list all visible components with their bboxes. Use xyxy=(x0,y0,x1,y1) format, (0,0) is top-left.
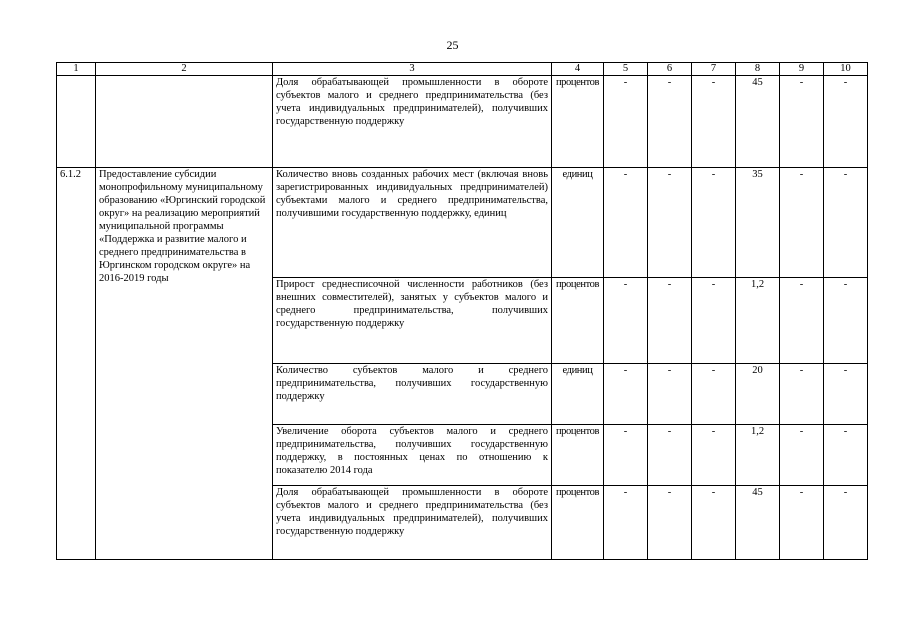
value-cell: - xyxy=(648,278,692,364)
table-row xyxy=(57,76,868,168)
value-cell: - xyxy=(604,425,648,486)
indicators-table xyxy=(56,62,868,560)
column-header: 1 xyxy=(57,63,96,76)
indicator-text: Доля обрабатывающей промышленности в обороте субъектов малого и среднего предпринимательства (без учета индивидуальных предпринимателей), получивших государственную поддержку xyxy=(273,486,552,560)
unit-cell: процентов xyxy=(552,425,604,486)
indicator-text: Количество вновь созданных рабочих мест (включая вновь зарегистрированных индивидуальных предпринимателей) субъектами малого и среднего предпринимательства, получившими государственную поддержку, единиц xyxy=(273,168,552,278)
value-cell: - xyxy=(692,425,736,486)
unit-cell: процентов xyxy=(552,278,604,364)
value-cell: 20 xyxy=(736,364,780,425)
value-cell: - xyxy=(648,364,692,425)
value-cell: 1,2 xyxy=(736,425,780,486)
value-cell: - xyxy=(780,364,824,425)
value-cell: - xyxy=(824,168,868,278)
value-cell: - xyxy=(824,76,868,168)
item-number xyxy=(57,76,96,168)
value-cell: - xyxy=(692,278,736,364)
unit-cell: процентов xyxy=(552,76,604,168)
indicator-text: Увеличение оборота субъектов малого и среднего предпринимательства, получивших государственную поддержку, в постоянных ценах по отношению к показателю 2014 года xyxy=(273,425,552,486)
indicator-text: Прирост среднесписочной численности работников (без внешних совместителей), занятых у субъектов малого и среднего предпринимательства, получивших государственную поддержку xyxy=(273,278,552,364)
value-cell: - xyxy=(824,486,868,560)
column-header: 2 xyxy=(96,63,273,76)
value-cell: - xyxy=(604,364,648,425)
column-header: 5 xyxy=(604,63,648,76)
column-header: 8 xyxy=(736,63,780,76)
value-cell: - xyxy=(604,168,648,278)
value-cell: - xyxy=(824,425,868,486)
value-cell: - xyxy=(648,425,692,486)
item-number: 6.1.2 xyxy=(57,168,96,560)
value-cell: 1,2 xyxy=(736,278,780,364)
value-cell: - xyxy=(780,425,824,486)
value-cell: - xyxy=(780,76,824,168)
value-cell: 45 xyxy=(736,76,780,168)
value-cell: - xyxy=(780,486,824,560)
value-cell: - xyxy=(824,364,868,425)
column-header: 7 xyxy=(692,63,736,76)
value-cell: - xyxy=(604,278,648,364)
value-cell: - xyxy=(692,486,736,560)
value-cell: - xyxy=(780,168,824,278)
column-header: 9 xyxy=(780,63,824,76)
value-cell: - xyxy=(648,486,692,560)
measure-description: Предоставление субсидии монопрофильному муниципальному образованию «Юргинский городской округ» на реализацию мероприятий муниципальной программы «Поддержка и развитие малого и среднего предпринимательства в Юргинском городском округе» на 2016-2019 годы xyxy=(96,168,273,560)
value-cell: 45 xyxy=(736,486,780,560)
unit-cell: процентов xyxy=(552,486,604,560)
value-cell: - xyxy=(692,76,736,168)
value-cell: - xyxy=(824,278,868,364)
measure-description xyxy=(96,76,273,168)
value-cell: - xyxy=(604,486,648,560)
indicator-text: Количество субъектов малого и среднего предпринимательства, получивших государственную поддержку xyxy=(273,364,552,425)
indicator-text: Доля обрабатывающей промышленности в обороте субъектов малого и среднего предпринимательства (без учета индивидуальных предпринимателей), получивших государственную поддержку xyxy=(273,76,552,168)
column-header: 3 xyxy=(273,63,552,76)
column-header: 4 xyxy=(552,63,604,76)
value-cell: 35 xyxy=(736,168,780,278)
table-row xyxy=(57,168,868,278)
page-number: 25 xyxy=(446,38,459,52)
value-cell: - xyxy=(604,76,648,168)
unit-cell: единиц xyxy=(552,168,604,278)
unit-cell: единиц xyxy=(552,364,604,425)
value-cell: - xyxy=(692,168,736,278)
column-number-header-row xyxy=(57,63,868,76)
column-header: 6 xyxy=(648,63,692,76)
value-cell: - xyxy=(692,364,736,425)
value-cell: - xyxy=(780,278,824,364)
value-cell: - xyxy=(648,76,692,168)
column-header: 10 xyxy=(824,63,868,76)
value-cell: - xyxy=(648,168,692,278)
